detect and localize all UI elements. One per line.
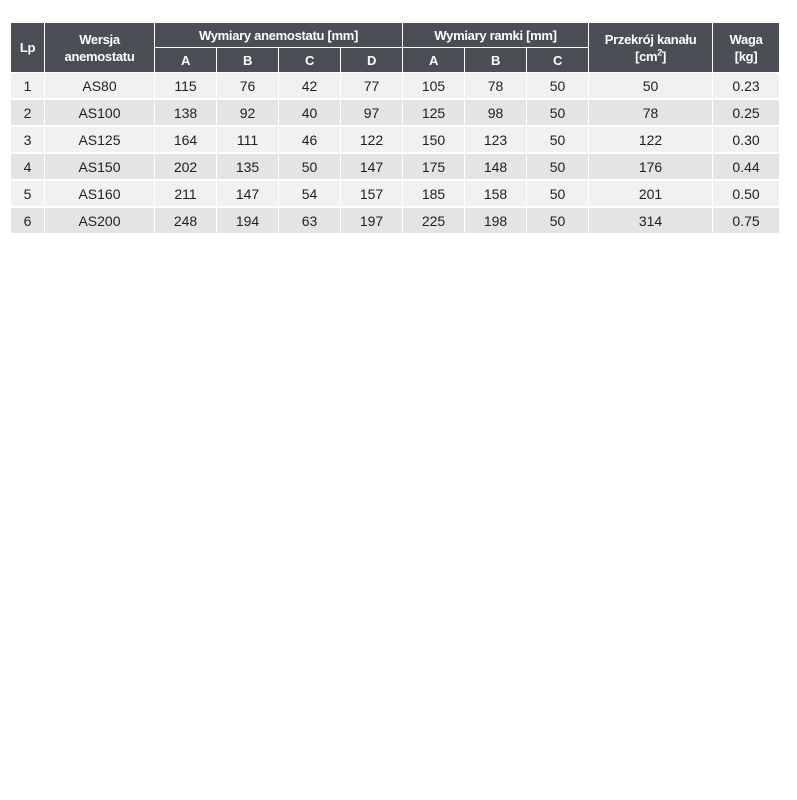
cell-frame-b: 148 bbox=[465, 153, 527, 180]
cell-lp: 6 bbox=[11, 207, 45, 234]
header-weight bbox=[713, 23, 780, 73]
cell-anemostat-b: 135 bbox=[217, 153, 279, 180]
cell-section: 201 bbox=[589, 180, 713, 207]
cell-frame-c: 50 bbox=[527, 180, 589, 207]
cell-weight: 0.23 bbox=[713, 73, 780, 100]
cell-frame-a: 185 bbox=[403, 180, 465, 207]
header-frame-group: Wymiary ramki [mm] bbox=[403, 23, 589, 48]
cell-version: AS200 bbox=[45, 207, 155, 234]
table-row bbox=[11, 180, 780, 207]
cell-anemostat-d: 77 bbox=[341, 73, 403, 100]
cell-anemostat-a: 164 bbox=[155, 126, 217, 153]
cell-section: 122 bbox=[589, 126, 713, 153]
cell-lp: 4 bbox=[11, 153, 45, 180]
cell-frame-c: 50 bbox=[527, 126, 589, 153]
cell-frame-b: 198 bbox=[465, 207, 527, 234]
cell-anemostat-d: 197 bbox=[341, 207, 403, 234]
cell-lp: 3 bbox=[11, 126, 45, 153]
header-anemostat-b: B bbox=[217, 48, 279, 73]
cell-frame-c: 50 bbox=[527, 99, 589, 126]
cell-anemostat-a: 138 bbox=[155, 99, 217, 126]
cell-frame-a: 175 bbox=[403, 153, 465, 180]
cell-frame-a: 225 bbox=[403, 207, 465, 234]
header-anemostat-c: C bbox=[279, 48, 341, 73]
cell-frame-c: 50 bbox=[527, 153, 589, 180]
cell-anemostat-d: 122 bbox=[341, 126, 403, 153]
cell-version: AS100 bbox=[45, 99, 155, 126]
cell-section: 176 bbox=[589, 153, 713, 180]
header-weight-line1: Waga bbox=[729, 31, 763, 47]
cell-frame-c: 50 bbox=[527, 207, 589, 234]
cell-anemostat-c: 54 bbox=[279, 180, 341, 207]
cell-anemostat-c: 40 bbox=[279, 99, 341, 126]
cell-weight: 0.44 bbox=[713, 153, 780, 180]
cell-frame-a: 150 bbox=[403, 126, 465, 153]
cell-version: AS160 bbox=[45, 180, 155, 207]
cell-section: 78 bbox=[589, 99, 713, 126]
cell-anemostat-a: 115 bbox=[155, 73, 217, 100]
cell-anemostat-c: 46 bbox=[279, 126, 341, 153]
cell-anemostat-d: 97 bbox=[341, 99, 403, 126]
cell-anemostat-b: 147 bbox=[217, 180, 279, 207]
header-anemostat-d: D bbox=[341, 48, 403, 73]
header-anemostat-group: Wymiary anemostatu [mm] bbox=[155, 23, 403, 48]
cell-frame-a: 125 bbox=[403, 99, 465, 126]
cell-anemostat-c: 50 bbox=[279, 153, 341, 180]
header-section bbox=[589, 23, 713, 73]
cell-anemostat-b: 92 bbox=[217, 99, 279, 126]
cell-version: AS125 bbox=[45, 126, 155, 153]
table-row bbox=[11, 207, 780, 234]
cell-weight: 0.30 bbox=[713, 126, 780, 153]
dimensions-table bbox=[10, 22, 780, 235]
cell-anemostat-a: 248 bbox=[155, 207, 217, 234]
cell-frame-b: 98 bbox=[465, 99, 527, 126]
header-frame-c: C bbox=[527, 48, 589, 73]
header-version-line2: anemostatu bbox=[64, 48, 135, 64]
header-anemostat-a: A bbox=[155, 48, 217, 73]
table-row bbox=[11, 73, 780, 100]
header-frame-a: A bbox=[403, 48, 465, 73]
cell-anemostat-b: 76 bbox=[217, 73, 279, 100]
header-section-line1: Przekrój kanału bbox=[604, 31, 697, 47]
cell-lp: 1 bbox=[11, 73, 45, 100]
table-row bbox=[11, 99, 780, 126]
cell-frame-b: 123 bbox=[465, 126, 527, 153]
cell-frame-a: 105 bbox=[403, 73, 465, 100]
cell-frame-b: 78 bbox=[465, 73, 527, 100]
cell-anemostat-b: 194 bbox=[217, 207, 279, 234]
cell-anemostat-a: 211 bbox=[155, 180, 217, 207]
cell-lp: 2 bbox=[11, 99, 45, 126]
cell-version: AS80 bbox=[45, 73, 155, 100]
header-section-unit: $[cm^2]$ bbox=[635, 47, 667, 64]
cell-anemostat-d: 157 bbox=[341, 180, 403, 207]
table-row bbox=[11, 126, 780, 153]
cell-anemostat-c: 42 bbox=[279, 73, 341, 100]
cell-version: AS150 bbox=[45, 153, 155, 180]
cell-section: 50 bbox=[589, 73, 713, 100]
cell-weight: 0.50 bbox=[713, 180, 780, 207]
cell-frame-b: 158 bbox=[465, 180, 527, 207]
cell-anemostat-a: 202 bbox=[155, 153, 217, 180]
cell-anemostat-c: 63 bbox=[279, 207, 341, 234]
cell-section: 314 bbox=[589, 207, 713, 234]
header-version-line1: Wersja bbox=[79, 31, 120, 47]
cell-anemostat-b: 111 bbox=[217, 126, 279, 153]
header-version bbox=[45, 23, 155, 73]
table-row bbox=[11, 153, 780, 180]
cell-weight: 0.75 bbox=[713, 207, 780, 234]
header-lp: Lp bbox=[11, 23, 45, 73]
header-frame-b: B bbox=[465, 48, 527, 73]
cell-frame-c: 50 bbox=[527, 73, 589, 100]
cell-weight: 0.25 bbox=[713, 99, 780, 126]
cell-lp: 5 bbox=[11, 180, 45, 207]
header-weight-line2: [kg] bbox=[734, 48, 758, 64]
cell-anemostat-d: 147 bbox=[341, 153, 403, 180]
